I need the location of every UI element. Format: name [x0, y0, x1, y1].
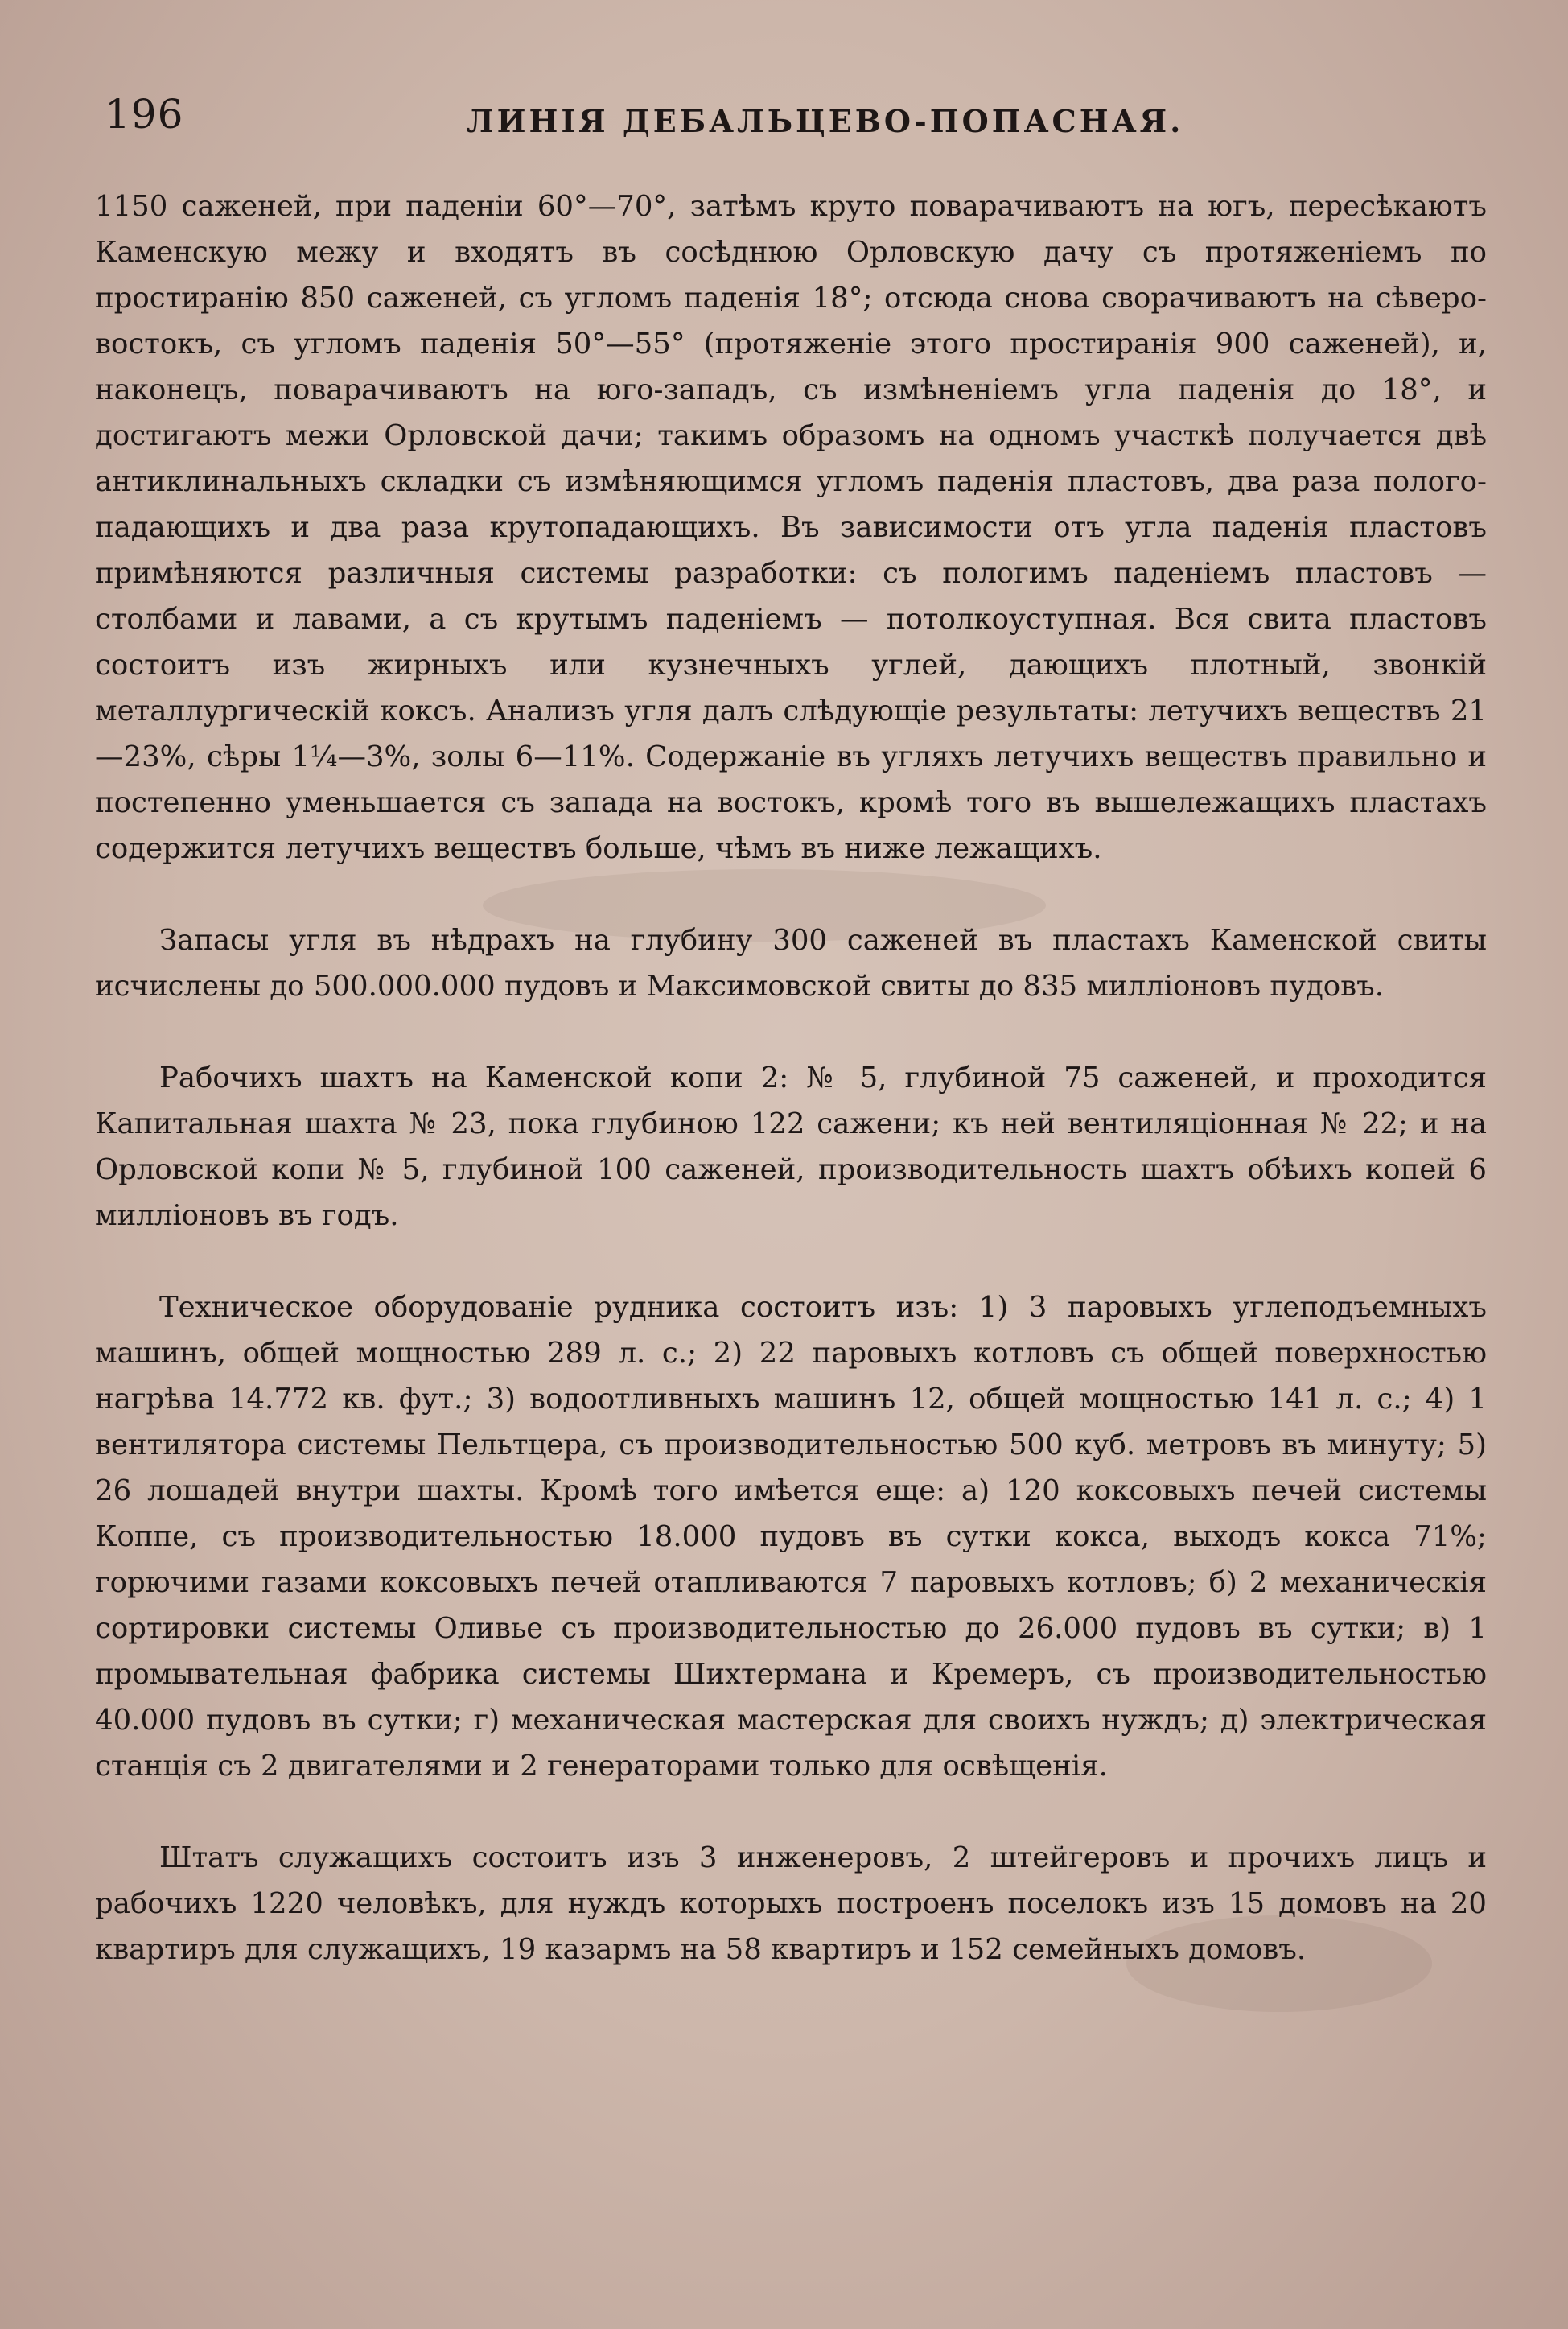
paragraph-staff: Штатъ служащихъ состоитъ изъ 3 инженеровъ, 2 штейгеровъ и прочихъ лицъ и рабочихъ 1220 человѣкъ, для нуждъ которыхъ построенъ поселокъ изъ 15 домовъ на 20 квартиръ для служащихъ, 19 казармъ на 58 квартиръ и 152 семейныхъ домовъ.	[95, 1841, 1487, 1966]
paragraph-working-shafts: Рабочихъ шахтъ на Каменской копи 2: № 5, глубиной 75 саженей, и проходится Капитальная шахта № 23, пока глубиною 122 сажени; къ ней вентиляціонная № 22; и на Орловской копи № 5, глубиной 100 саженей, производительность шахтъ обѣихъ копей 6 милліоновъ въ годъ.	[95, 1061, 1487, 1232]
running-title: ЛИНІЯ ДЕБАЛЬЦЕВО-ПОПАСНАЯ.	[467, 103, 1184, 139]
page-header	[97, 90, 1480, 146]
paragraph-coal-reserves: Запасы угля въ нѣдрахъ на глубину 300 саженей въ пластахъ Каменской свиты исчислены до 500.000.000 пудовъ и Максимовской свиты до 835 милліоновъ пудовъ.	[95, 924, 1487, 1003]
paragraph-technical-equipment: Техническое оборудованіе рудника состоитъ изъ: 1) 3 паровыхъ углеподъемныхъ машинъ, общей мощностью 289 л. с.; 2) 22 паровыхъ котловъ съ общей поверхностью нагрѣва 14.772 кв. фут.; 3) водоотливныхъ машинъ 12, общей мощностью 141 л. с.; 4) 1 вентилятора системы Пельтцера, съ производительностью 500 куб. метровъ въ минуту; 5) 26 лошадей внутри шахты. Кромѣ того имѣется еще: а) 120 коксовыхъ печей системы Коппе, съ производительностью 18.000 пудовъ въ сутки кокса, выходъ кокса 71%; горючими газами коксовыхъ печей отапливаются 7 паровыхъ котловъ; б) 2 механическія сортировки системы Оливье съ производительностью до 26.000 пудовъ въ сутки; в) 1 промывательная фабрика системы Шихтермана и Кремеръ, съ производительностью 40.000 пудовъ въ сутки; г) механическая мастерская для своихъ нуждъ; д) электрическая станція съ 2 двигателями и 2 генераторами только для освѣщенія.	[95, 1291, 1487, 1783]
body-text	[95, 183, 1487, 2018]
page-number: 196	[105, 91, 184, 138]
paragraph-seam-description: 1150 саженей, при паденіи 60°—70°, затѣмъ круто поварачиваютъ на югъ, пересѣкаютъ Каменскую межу и входятъ въ сосѣднюю Орловскую дачу съ протяженіемъ по простиранію 850 саженей, съ угломъ паденія 18°; отсюда снова сворачиваютъ на сѣверо-востокъ, съ угломъ паденія 50°—55° (протяженіе этого простиранія 900 саженей), и, наконецъ, поварачиваютъ на юго-западъ, съ измѣненіемъ угла паденія до 18°, и достигаютъ межи Орловской дачи; такимъ образомъ на одномъ участкѣ получается двѣ антиклинальныхъ складки съ измѣняющимся угломъ паденія пластовъ, два раза полого-падающихъ и два раза крутопадающихъ. Въ зависимости отъ угла паденія пластовъ примѣняются различныя системы разработки: съ пологимъ паденіемъ пластовъ — столбами и лавами, а съ крутымъ паденіемъ — потолкоуступная. Вся свита пластовъ состоитъ изъ жирныхъ или кузнечныхъ углей, дающихъ плотный, звонкій металлургическій коксъ. Анализъ угля далъ слѣдующіе результаты: летучихъ веществъ 21—23%, сѣры 1¼—3%, золы 6—11%. Содержаніе въ угляхъ летучихъ веществъ правильно и постепенно уменьшается съ запада на востокъ, кромѣ того въ вышележащихъ пластахъ содержится летучихъ веществъ больше, чѣмъ въ ниже лежащихъ.	[95, 190, 1487, 865]
